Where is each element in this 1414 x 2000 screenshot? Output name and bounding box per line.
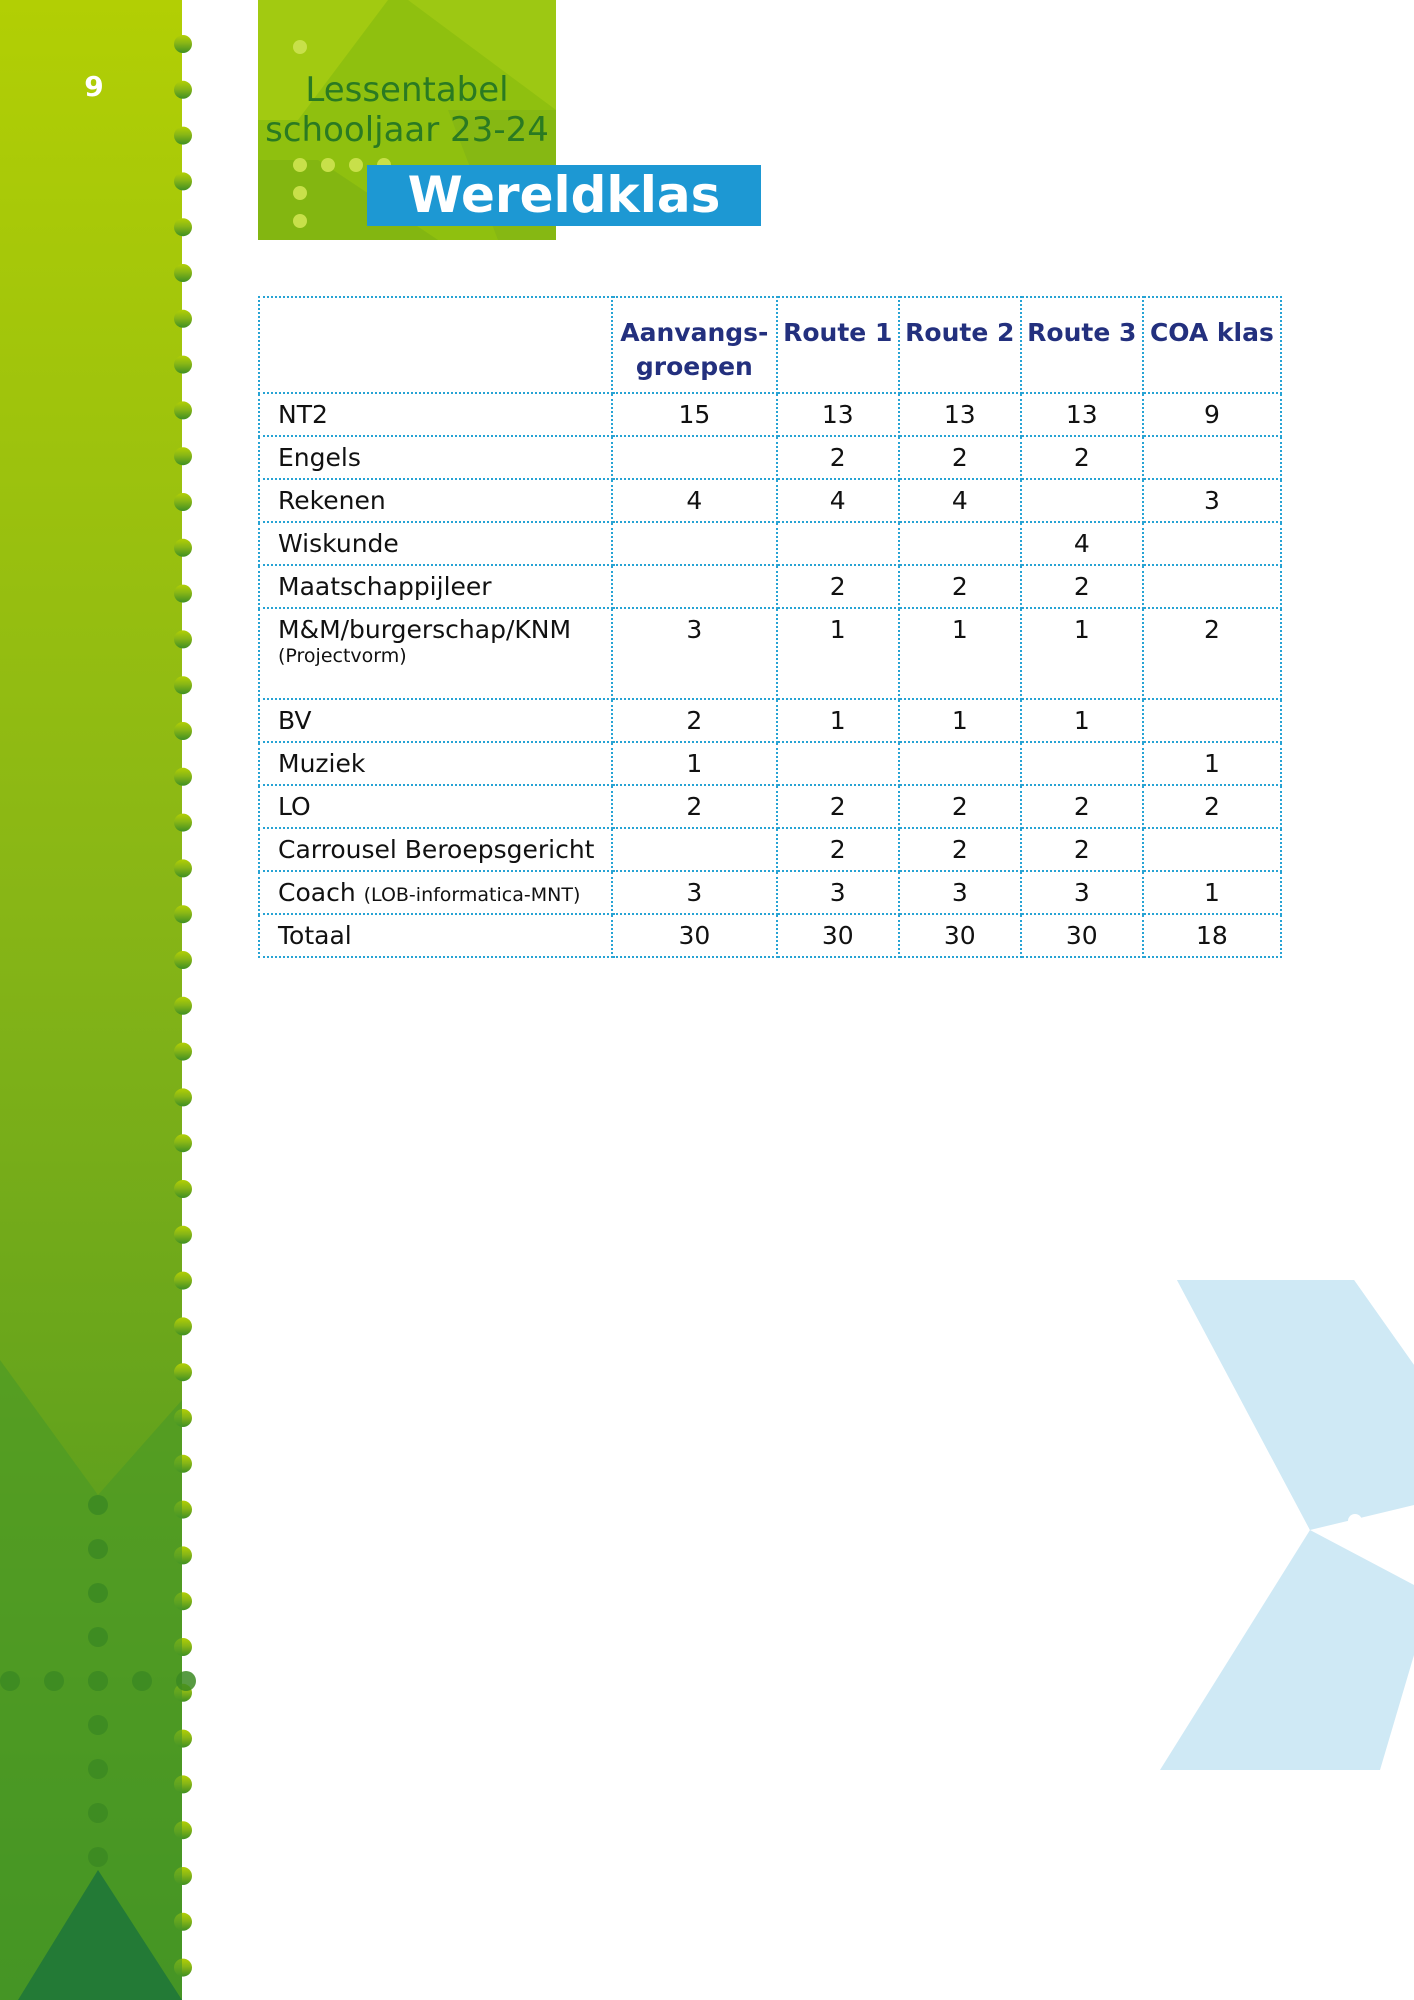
hours-cell bbox=[777, 742, 899, 785]
hours-cell: 1 bbox=[1021, 699, 1143, 742]
hours-cell: 3 bbox=[1021, 871, 1143, 914]
table-row bbox=[259, 522, 1281, 565]
hours-cell: 18 bbox=[1143, 914, 1281, 957]
hours-cell: 1 bbox=[777, 608, 899, 699]
table-row bbox=[259, 608, 1281, 699]
hours-cell bbox=[1143, 828, 1281, 871]
hours-cell bbox=[899, 522, 1021, 565]
subject-cell bbox=[259, 914, 612, 957]
hours-cell: 1 bbox=[612, 742, 777, 785]
hours-cell: 1 bbox=[899, 699, 1021, 742]
decorative-chevron bbox=[1150, 1275, 1414, 1775]
hours-cell bbox=[612, 522, 777, 565]
column-header: Route 2 bbox=[899, 297, 1021, 393]
hours-cell: 4 bbox=[1021, 522, 1143, 565]
subject-label: BV bbox=[278, 706, 312, 735]
subject-label: Maatschappijleer bbox=[278, 572, 492, 601]
column-header: Route 3 bbox=[1021, 297, 1143, 393]
hours-cell: 4 bbox=[777, 479, 899, 522]
table-row bbox=[259, 699, 1281, 742]
hours-cell bbox=[899, 742, 1021, 785]
hours-cell: 13 bbox=[777, 393, 899, 436]
hours-cell: 1 bbox=[1143, 742, 1281, 785]
hours-cell: 2 bbox=[1143, 785, 1281, 828]
subject-label: LO bbox=[278, 792, 311, 821]
subject-label: Coach bbox=[278, 878, 356, 907]
hours-cell bbox=[1143, 522, 1281, 565]
subject-cell bbox=[259, 393, 612, 436]
hours-cell: 13 bbox=[899, 393, 1021, 436]
table-row bbox=[259, 479, 1281, 522]
hours-cell bbox=[1143, 565, 1281, 608]
hours-cell: 2 bbox=[899, 828, 1021, 871]
subject-label: Wiskunde bbox=[278, 529, 399, 558]
table-row bbox=[259, 436, 1281, 479]
subject-label: Carrousel Beroepsgericht bbox=[278, 835, 595, 864]
hours-cell: 2 bbox=[777, 785, 899, 828]
lesson-table bbox=[258, 296, 1282, 958]
hours-cell bbox=[1021, 742, 1143, 785]
hours-cell bbox=[1021, 479, 1143, 522]
hours-cell: 3 bbox=[899, 871, 1021, 914]
hours-cell: 2 bbox=[899, 436, 1021, 479]
table-row bbox=[259, 828, 1281, 871]
header-cell-empty bbox=[259, 297, 612, 393]
subject-label: Totaal bbox=[278, 921, 352, 950]
hours-cell: 3 bbox=[777, 871, 899, 914]
hours-cell: 2 bbox=[777, 565, 899, 608]
subject-cell bbox=[259, 565, 612, 608]
hours-cell: 4 bbox=[899, 479, 1021, 522]
subject-label: Muziek bbox=[278, 749, 366, 778]
subject-cell bbox=[259, 479, 612, 522]
hours-cell: 2 bbox=[612, 785, 777, 828]
hours-cell: 1 bbox=[777, 699, 899, 742]
subject-cell bbox=[259, 608, 612, 699]
table-row bbox=[259, 871, 1281, 914]
hours-cell bbox=[1143, 436, 1281, 479]
subject-cell bbox=[259, 699, 612, 742]
hours-cell: 30 bbox=[1021, 914, 1143, 957]
subject-cell bbox=[259, 785, 612, 828]
hours-cell: 4 bbox=[612, 479, 777, 522]
subject-label: Engels bbox=[278, 443, 361, 472]
column-header: Route 1 bbox=[777, 297, 899, 393]
hours-cell: 13 bbox=[1021, 393, 1143, 436]
subject-label: NT2 bbox=[278, 400, 328, 429]
subject-cell bbox=[259, 742, 612, 785]
hours-cell: 2 bbox=[899, 785, 1021, 828]
header-subtitle bbox=[258, 70, 556, 150]
subject-cell bbox=[259, 871, 612, 914]
hours-cell: 30 bbox=[612, 914, 777, 957]
subject-label: Rekenen bbox=[278, 486, 386, 515]
hours-cell: 2 bbox=[1021, 565, 1143, 608]
hours-cell: 2 bbox=[1021, 828, 1143, 871]
hours-cell: 2 bbox=[899, 565, 1021, 608]
header-subtitle-line1: Lessentabel bbox=[305, 70, 509, 110]
hours-cell: 9 bbox=[1143, 393, 1281, 436]
table-row bbox=[259, 914, 1281, 957]
hours-cell: 1 bbox=[899, 608, 1021, 699]
table-row bbox=[259, 565, 1281, 608]
hours-cell: 2 bbox=[1143, 608, 1281, 699]
hours-cell: 3 bbox=[612, 608, 777, 699]
hours-cell: 1 bbox=[1021, 608, 1143, 699]
hours-cell bbox=[612, 565, 777, 608]
hours-cell: 2 bbox=[1021, 785, 1143, 828]
hours-cell bbox=[612, 436, 777, 479]
subject-cell bbox=[259, 436, 612, 479]
hours-cell: 15 bbox=[612, 393, 777, 436]
table-header-row bbox=[259, 297, 1281, 393]
subject-note: (LOB-informatica-MNT) bbox=[363, 884, 581, 906]
subject-cell bbox=[259, 522, 612, 565]
hours-cell bbox=[612, 828, 777, 871]
table-row bbox=[259, 785, 1281, 828]
header-subtitle-line2: schooljaar 23-24 bbox=[265, 110, 549, 150]
hours-cell: 3 bbox=[1143, 479, 1281, 522]
column-header: Aanvangs- groepen bbox=[612, 297, 777, 393]
hours-cell: 2 bbox=[612, 699, 777, 742]
subject-cell bbox=[259, 828, 612, 871]
hours-cell: 30 bbox=[777, 914, 899, 957]
hours-cell bbox=[777, 522, 899, 565]
hours-cell: 2 bbox=[777, 436, 899, 479]
page-number: 9 bbox=[84, 70, 104, 103]
decorative-sidebar bbox=[0, 0, 200, 2000]
table-row bbox=[259, 393, 1281, 436]
hours-cell: 1 bbox=[1143, 871, 1281, 914]
hours-cell: 2 bbox=[1021, 436, 1143, 479]
table-row bbox=[259, 742, 1281, 785]
hours-cell: 3 bbox=[612, 871, 777, 914]
column-header: COA klas bbox=[1143, 297, 1281, 393]
hours-cell: 2 bbox=[777, 828, 899, 871]
subject-note: (Projectvorm) bbox=[278, 645, 407, 667]
hours-cell bbox=[1143, 699, 1281, 742]
hours-cell: 30 bbox=[899, 914, 1021, 957]
page-title: Wereldklas bbox=[367, 165, 761, 226]
subject-label: M&M/burgerschap/KNM bbox=[278, 615, 572, 644]
